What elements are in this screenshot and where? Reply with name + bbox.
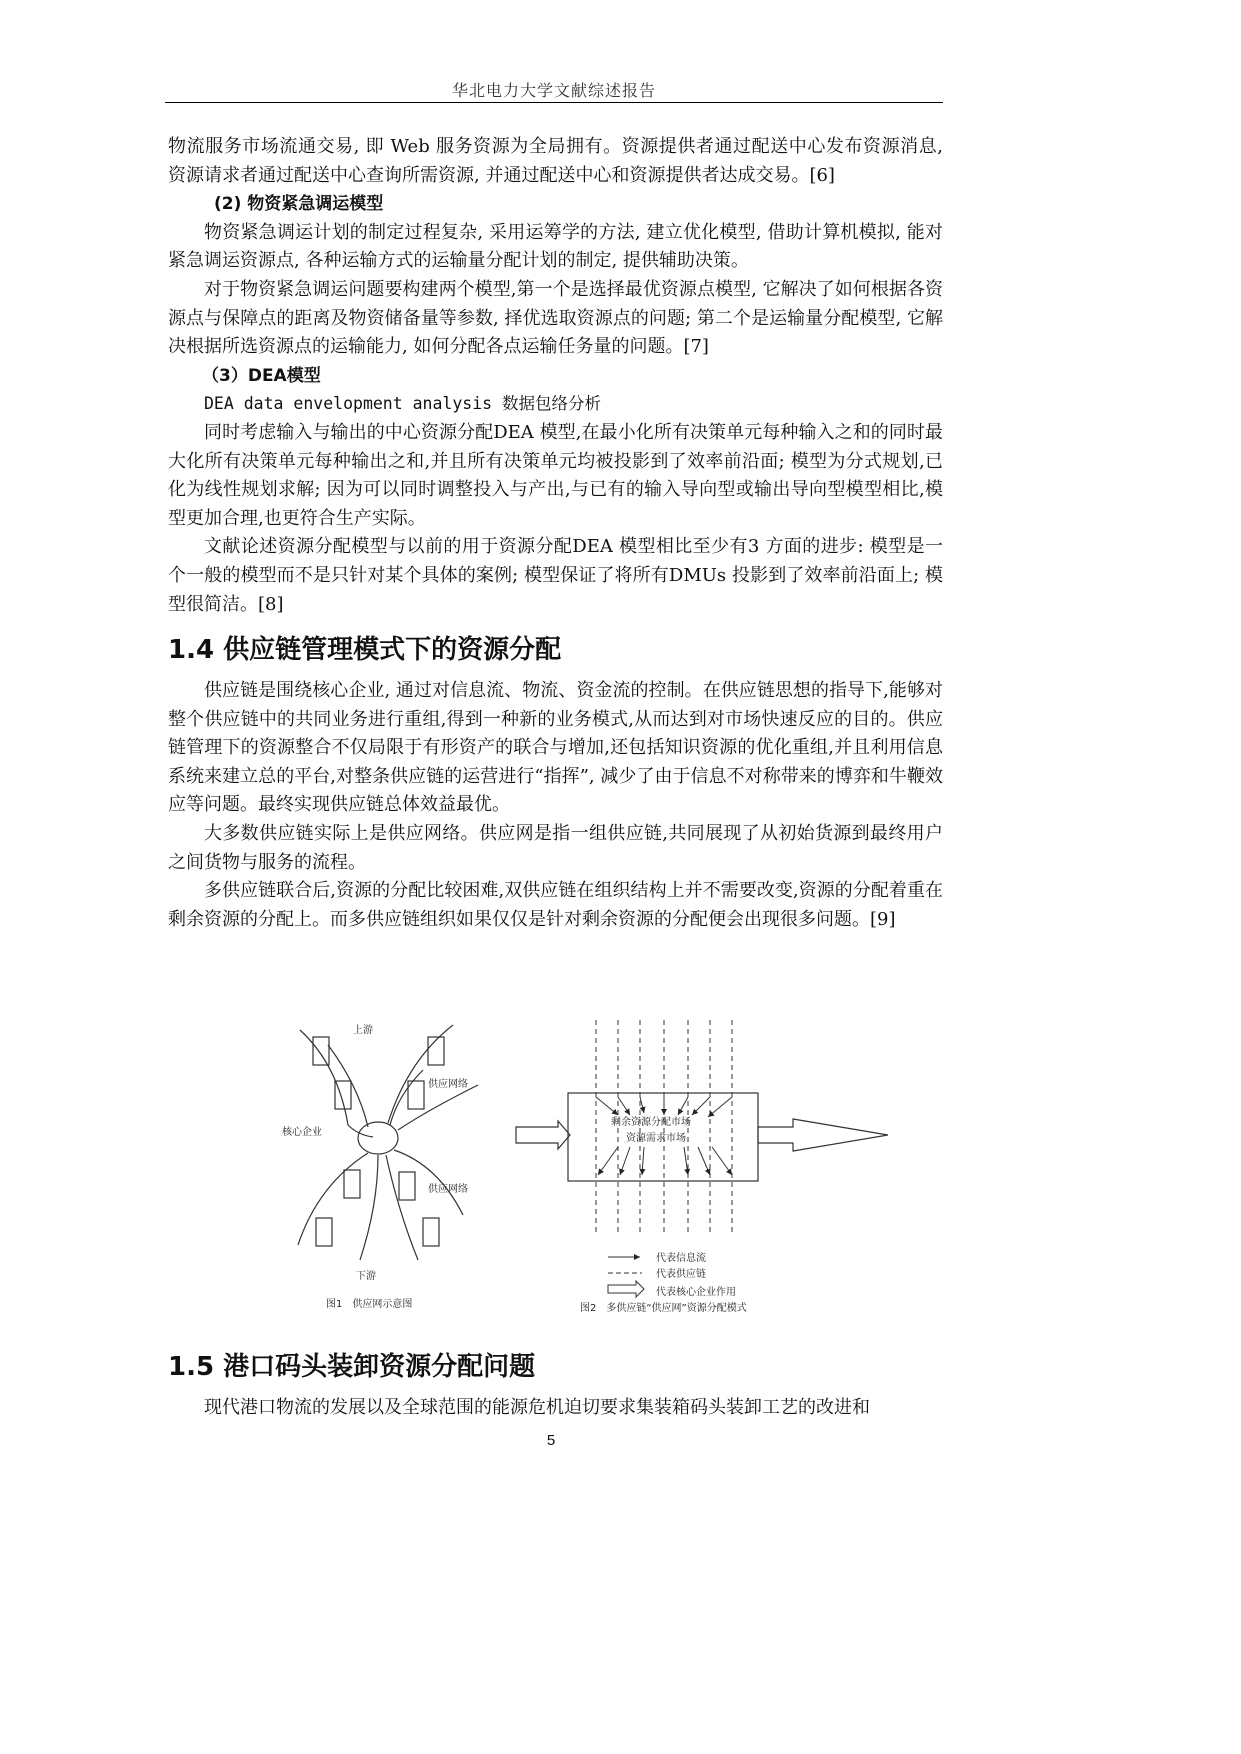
info-flow-arrow [640, 1097, 644, 1113]
core-effect-arrow-left [516, 1121, 570, 1149]
legend-core-label: 代表核心企业作用 [656, 1287, 736, 1298]
figure1-diagram [298, 1025, 478, 1260]
figure1-caption: 图1 供应网示意图 [326, 1299, 413, 1310]
figure2-diagram [516, 1020, 888, 1235]
info-flow-arrow [596, 1097, 618, 1115]
network-node-box [423, 1218, 439, 1246]
core-effect-arrow-right [758, 1119, 888, 1151]
paragraph-supply-chain-1: 供应链是围绕核心企业, 通过对信息流、物流、资金流的控制。在供应链思想的指导下,能够对整个供应链中的共同业务进行重组,得到一种新的业务模式,从而达到对市场快速反应的目的。供应链管理下的资源整合不仅局限于有形资产的联合与增加,还包括知识资源的优化重组,并且利用信息系统来建立总的平台,对整条供应链的运营进行“指挥”, 减少了由于信息不对称带来的博弈和牛鞭效应等问题。最终实现供应链总体效益最优。 [168, 680, 943, 816]
page-number: 5 [546, 1432, 556, 1449]
paragraph-emergency-2: 对于物资紧急调运问题要构建两个模型,第一个是选择最优资源点模型, 它解决了如何根据各资源点与保障点的距离及物资储备量等参数, 择优选取资源点的问题; 第二个是运输量分配模型, 它解决根据所选资源点的运输能力, 如何分配各点运输任务量的问题。[7] [168, 278, 943, 358]
page-body [168, 133, 943, 934]
info-flow-arrow [598, 1147, 618, 1175]
paragraph-dea-1: 同时考虑输入与输出的中心资源分配DEA 模型,在最小化所有决策单元每种输入之和的同时最大化所有决策单元每种输出之和,并且所有决策单元均被投影到了效率前沿面; 模型为分式规划,已化为线性规划求解; 因为可以同时调整投入与产出,与已有的输入导向型或输出导向型模型相比,模型更加合理,也更符合生产实际。 [168, 421, 943, 529]
info-flow-arrow [708, 1097, 732, 1117]
core-company-node [358, 1122, 398, 1154]
label-upstream: 上游 [353, 1025, 373, 1036]
network-node-box [313, 1037, 329, 1065]
info-flow-arrow [698, 1147, 710, 1175]
legend-info-label: 代表信息流 [656, 1253, 706, 1264]
network-node-box [344, 1170, 360, 1198]
info-flow-arrow [692, 1097, 710, 1115]
info-flow-arrow [642, 1147, 644, 1175]
section-heading-1-5: 1.5 港口码头装卸资源分配问题 [168, 1352, 536, 1382]
legend-chain-label: 代表供应链 [656, 1269, 706, 1280]
paragraph-supply-chain-2: 大多数供应链实际上是供应网络。供应网是指一组供应链,共同展现了从初始货源到最终用户之间货物与服务的流程。 [168, 823, 943, 873]
section-heading-1-4: 1.4 供应链管理模式下的资源分配 [168, 635, 562, 666]
figure2-legend [608, 1257, 644, 1297]
paragraph-port-1: 现代港口物流的发展以及全球范围的能源危机迫切要求集装箱码头装卸工艺的改进和 [204, 1397, 870, 1418]
label-network-bottom: 供应网络 [428, 1184, 468, 1195]
info-flow-arrow [678, 1097, 688, 1115]
figure-supply-network [278, 1015, 898, 1315]
network-node-box [428, 1037, 444, 1065]
network-node-box [316, 1218, 332, 1246]
dea-definition: DEA data envelopment analysis 数据包络分析 [204, 394, 602, 414]
info-flow-arrow [712, 1147, 732, 1175]
network-node-box [399, 1172, 415, 1200]
section-1-5 [168, 1336, 943, 1423]
info-flow-arrow [684, 1147, 688, 1175]
paragraph-emergency-1: 物资紧急调运计划的制定过程复杂, 采用运筹学的方法, 建立优化模型, 借助计算机模拟, 能对紧急调运资源点, 各种运输方式的运输量分配计划的制定, 提供辅助决策。 [168, 221, 943, 272]
label-demand-market: 资源需求市场 [626, 1133, 686, 1144]
figure-svg [278, 1015, 898, 1315]
label-surplus-market: 剩余资源分配市场 [611, 1117, 691, 1128]
paragraph-logistics-market: 物流服务市场流通交易, 即 Web 服务资源为全局拥有。资源提供者通过配送中心发布资源消息, 资源请求者通过配送中心查询所需资源, 并通过配送中心和资源提供者达成交易。[6] [168, 136, 943, 186]
legend-core-arrow [608, 1281, 644, 1297]
figure2-caption: 图2 多供应链“供应网”资源分配模式 [580, 1303, 747, 1314]
info-flow-arrow [620, 1147, 630, 1175]
label-network-top: 供应网络 [428, 1079, 468, 1090]
label-core-company: 核心企业 [282, 1127, 322, 1138]
header-rule [165, 102, 943, 103]
subheading-emergency-model: (2) 物资紧急调运模型 [214, 194, 384, 215]
paragraph-supply-chain-3: 多供应链联合后,资源的分配比较困难,双供应链在组织结构上并不需要改变,资源的分配着重在剩余资源的分配上。而多供应链组织如果仅仅是针对剩余资源的分配便会出现很多问题。[9] [168, 880, 943, 930]
page-header-title: 华北电力大学文献综述报告 [451, 81, 656, 100]
paragraph-dea-2: 文献论述资源分配模型与以前的用于资源分配DEA 模型相比至少有3 方面的进步: 模型是一个一般的模型而不是只针对某个具体的案例; 模型保证了将所有DMUs 投影到了效率前沿面上; 模型很简洁。[8] [168, 536, 943, 615]
subheading-dea-model: （3）DEA模型 [202, 365, 321, 386]
info-flow-arrow [618, 1097, 630, 1115]
label-downstream: 下游 [356, 1271, 376, 1282]
